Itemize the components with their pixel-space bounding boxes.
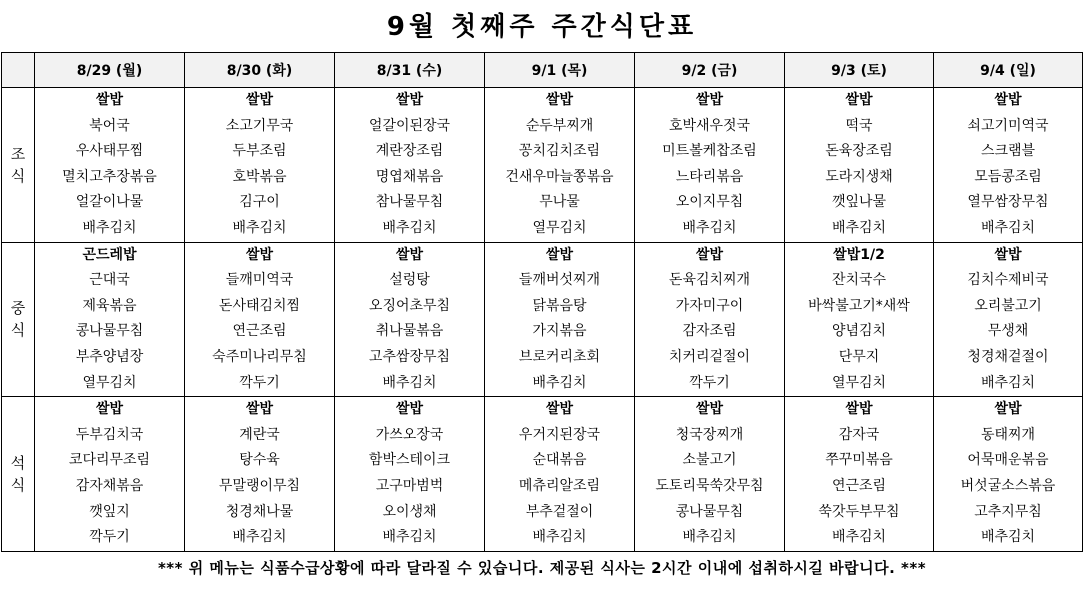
menu-item: 쌀밥 bbox=[245, 401, 274, 418]
menu-cell bbox=[485, 88, 635, 243]
menu-item: 배추김치 bbox=[831, 219, 887, 236]
menu-item: 명엽채볶음 bbox=[375, 168, 444, 185]
menu-cell bbox=[35, 242, 185, 397]
menu-item: 배추김치 bbox=[831, 529, 887, 546]
menu-cell bbox=[934, 242, 1083, 397]
menu-item: 쇠고기미역국 bbox=[967, 117, 1049, 134]
corner-cell bbox=[2, 53, 35, 88]
menu-item: 쌀밥 bbox=[395, 92, 424, 108]
day-header: 8/30 (화) bbox=[185, 53, 335, 88]
weekly-menu-table bbox=[1, 52, 1083, 552]
menu-item: 함박스테이크 bbox=[368, 452, 451, 469]
menu-item: 메츄리알조림 bbox=[518, 477, 601, 494]
menu-item: 버섯굴소스볶음 bbox=[960, 477, 1056, 494]
menu-item: 두부조림 bbox=[232, 143, 287, 160]
menu-item: 배추김치 bbox=[382, 529, 437, 546]
menu-item: 열무김치 bbox=[82, 374, 137, 391]
menu-item: 깻잎지 bbox=[89, 503, 130, 520]
menu-item: 우거지된장국 bbox=[518, 426, 601, 443]
dinner-row bbox=[2, 397, 1083, 552]
menu-item: 멸치고추장볶음 bbox=[62, 168, 157, 185]
menu-item: 가쓰오장국 bbox=[375, 426, 444, 443]
menu-item: 쌀밥 bbox=[545, 92, 574, 108]
meal-label-char: 조 bbox=[10, 144, 26, 163]
day-header: 9/3 (토) bbox=[785, 53, 934, 88]
menu-item: 쌀밥 bbox=[695, 92, 724, 108]
menu-item: 오리불고기 bbox=[974, 297, 1042, 314]
menu-item: 깍두기 bbox=[689, 374, 730, 391]
menu-item: 청국장찌개 bbox=[675, 426, 744, 443]
meal-label-char: 석 bbox=[10, 453, 26, 472]
menu-item: 치커리겉절이 bbox=[668, 348, 751, 365]
menu-item: 깍두기 bbox=[89, 529, 130, 546]
menu-item: 배추김치 bbox=[532, 529, 587, 546]
menu-item: 고구마범벅 bbox=[375, 477, 444, 494]
menu-cell bbox=[934, 397, 1083, 552]
menu-item: 배추김치 bbox=[682, 219, 737, 236]
meal-label-char: 식 bbox=[10, 475, 26, 494]
menu-item: 콩나물무침 bbox=[675, 503, 744, 520]
menu-item: 소고기무국 bbox=[225, 117, 294, 134]
menu-item: 설렁탕 bbox=[389, 272, 430, 289]
menu-item: 연근조림 bbox=[831, 477, 887, 494]
menu-item: 숙주미나리무침 bbox=[212, 348, 307, 365]
menu-item: 김치수제비국 bbox=[967, 272, 1049, 289]
menu-item: 탕수육 bbox=[239, 452, 280, 469]
menu-item: 참나물무침 bbox=[375, 194, 444, 211]
menu-item: 계란국 bbox=[239, 426, 280, 443]
menu-item: 돈사태김치찜 bbox=[218, 297, 301, 314]
menu-item: 오징어초무침 bbox=[368, 297, 451, 314]
menu-cell bbox=[635, 88, 785, 243]
menu-cell bbox=[485, 397, 635, 552]
menu-item: 우사태무찜 bbox=[75, 143, 144, 160]
menu-item: 열무쌈장무침 bbox=[967, 194, 1049, 211]
menu-item: 돈육장조림 bbox=[825, 143, 893, 160]
menu-cell bbox=[335, 88, 485, 243]
menu-item: 쌀밥 bbox=[845, 401, 873, 418]
menu-item: 무말랭이무침 bbox=[218, 477, 301, 494]
menu-item: 깍두기 bbox=[239, 374, 280, 391]
meal-label bbox=[2, 242, 35, 397]
menu-item: 부추겉절이 bbox=[525, 503, 594, 520]
menu-item: 어묵매운볶음 bbox=[967, 452, 1049, 469]
menu-item: 쌀밥 bbox=[395, 401, 424, 418]
menu-item: 곤드레밥 bbox=[82, 246, 137, 263]
menu-item: 무생채 bbox=[987, 323, 1029, 340]
menu-item: 잔치국수 bbox=[831, 272, 887, 289]
menu-item: 스크램블 bbox=[980, 143, 1036, 160]
menu-item: 돈육김치찌개 bbox=[668, 272, 751, 289]
menu-item: 배추김치 bbox=[82, 219, 137, 236]
menu-item: 깻잎나물 bbox=[831, 194, 887, 211]
menu-item: 쌀밥 bbox=[695, 401, 724, 418]
menu-item: 고추쌈장무침 bbox=[368, 348, 451, 365]
menu-item: 배추김치 bbox=[980, 529, 1036, 546]
lunch-row bbox=[2, 242, 1083, 397]
menu-item: 배추김치 bbox=[532, 374, 587, 391]
menu-item: 쌀밥 bbox=[994, 92, 1022, 108]
meal-label bbox=[2, 397, 35, 552]
menu-item: 순두부찌개 bbox=[525, 117, 594, 134]
menu-item: 제육볶음 bbox=[82, 297, 137, 314]
meal-label-char: 식 bbox=[10, 166, 26, 185]
menu-item: 쌀밥 bbox=[845, 92, 873, 108]
menu-item: 두부김치국 bbox=[75, 426, 144, 443]
menu-item: 호박볶음 bbox=[232, 168, 287, 185]
menu-item: 쭈꾸미볶음 bbox=[825, 452, 893, 469]
menu-item: 순대볶음 bbox=[532, 452, 587, 469]
menu-item: 쌀밥 bbox=[395, 246, 424, 263]
menu-cell bbox=[635, 242, 785, 397]
menu-item: 동태찌개 bbox=[980, 426, 1036, 443]
menu-item: 느타리볶음 bbox=[675, 168, 744, 185]
menu-item: 배추김치 bbox=[382, 374, 437, 391]
menu-item: 쌀밥 bbox=[695, 246, 724, 263]
menu-item: 모듬콩조림 bbox=[974, 168, 1042, 185]
menu-item: 가자미구이 bbox=[675, 297, 744, 314]
menu-cell bbox=[934, 88, 1083, 243]
menu-item: 호박새우젓국 bbox=[668, 117, 751, 134]
menu-item: 부추양념장 bbox=[75, 348, 144, 365]
day-header-row bbox=[2, 53, 1083, 88]
menu-item: 들깨미역국 bbox=[225, 272, 294, 289]
menu-item: 배추김치 bbox=[682, 529, 737, 546]
menu-item: 얼갈이된장국 bbox=[368, 117, 451, 134]
menu-item: 코다리무조림 bbox=[68, 452, 151, 469]
day-header: 9/2 (금) bbox=[635, 53, 785, 88]
menu-item: 쌀밥 bbox=[994, 246, 1022, 263]
menu-item: 쌀밥 bbox=[994, 401, 1022, 418]
menu-item: 배추김치 bbox=[980, 219, 1036, 236]
menu-item: 도토리묵쑥갓무침 bbox=[655, 477, 764, 494]
menu-item: 얼갈이나물 bbox=[75, 194, 144, 211]
meal-label-char: 식 bbox=[10, 321, 26, 340]
menu-item: 쌀밥1/2 bbox=[833, 246, 885, 263]
menu-item: 감자국 bbox=[838, 426, 880, 443]
menu-item: 떡국 bbox=[845, 117, 873, 134]
menu-item: 고추지무침 bbox=[974, 503, 1042, 520]
menu-item: 쌀밥 bbox=[95, 401, 124, 418]
menu-cell bbox=[185, 242, 335, 397]
menu-item: 가지볶음 bbox=[532, 323, 587, 340]
breakfast-row bbox=[2, 88, 1083, 243]
menu-item: 양념김치 bbox=[831, 323, 887, 340]
menu-item: 계란장조림 bbox=[375, 143, 444, 160]
menu-item: 쌀밥 bbox=[95, 92, 124, 108]
menu-item: 쌀밥 bbox=[545, 246, 574, 263]
menu-item: 콩나물무침 bbox=[75, 323, 144, 340]
menu-item: 꽁치김치조림 bbox=[518, 143, 601, 160]
menu-item: 쌀밥 bbox=[545, 401, 574, 418]
menu-item: 오이지무침 bbox=[675, 194, 744, 211]
menu-cell bbox=[785, 242, 934, 397]
menu-item: 배추김치 bbox=[232, 219, 287, 236]
menu-cell bbox=[785, 88, 934, 243]
menu-item: 브로커리초회 bbox=[518, 348, 601, 365]
menu-item: 쑥갓두부무침 bbox=[818, 503, 900, 520]
menu-cell bbox=[185, 397, 335, 552]
footer-notice: *** 위 메뉴는 식품수급상황에 따라 달라질 수 있습니다. 제공된 식사는 2시간 이내에 섭취하시길 바랍니다. *** bbox=[157, 559, 927, 577]
menu-item: 들깨버섯찌개 bbox=[518, 272, 601, 289]
menu-item: 배추김치 bbox=[382, 219, 437, 236]
menu-item: 청경채나물 bbox=[225, 503, 294, 520]
menu-item: 쌀밥 bbox=[245, 92, 274, 108]
menu-item: 미트볼케찹조림 bbox=[662, 143, 757, 160]
menu-item: 감자채볶음 bbox=[75, 477, 144, 494]
menu-item: 단무지 bbox=[838, 348, 880, 365]
menu-item: 배추김치 bbox=[232, 529, 287, 546]
menu-item: 연근조림 bbox=[232, 323, 287, 340]
menu-item: 도라지생채 bbox=[825, 168, 893, 185]
page-title: 9월 첫째주 주간식단표 bbox=[386, 12, 698, 42]
menu-item: 바싹불고기*새싹 bbox=[808, 297, 910, 314]
menu-item: 닭볶음탕 bbox=[532, 297, 587, 314]
day-header: 8/31 (수) bbox=[335, 53, 485, 88]
day-header: 8/29 (월) bbox=[35, 53, 185, 88]
meal-label-char: 중 bbox=[10, 299, 26, 318]
menu-cell bbox=[335, 397, 485, 552]
day-header: 9/4 (일) bbox=[934, 53, 1083, 88]
menu-cell bbox=[785, 397, 934, 552]
day-header: 9/1 (목) bbox=[485, 53, 635, 88]
menu-cell bbox=[35, 88, 185, 243]
menu-item: 근대국 bbox=[89, 272, 130, 289]
menu-cell bbox=[35, 397, 185, 552]
menu-cell bbox=[335, 242, 485, 397]
menu-item: 북어국 bbox=[89, 117, 130, 134]
menu-item: 쌀밥 bbox=[245, 246, 274, 263]
menu-item: 취나물볶음 bbox=[375, 323, 444, 340]
menu-cell bbox=[185, 88, 335, 243]
menu-item: 소불고기 bbox=[682, 452, 737, 469]
menu-item: 무나물 bbox=[539, 194, 580, 211]
menu-item: 오이생채 bbox=[382, 503, 437, 520]
menu-item: 열무김치 bbox=[831, 374, 887, 391]
menu-item: 배추김치 bbox=[980, 374, 1036, 391]
menu-item: 감자조림 bbox=[682, 323, 737, 340]
menu-item: 열무김치 bbox=[532, 219, 587, 236]
meal-label bbox=[2, 88, 35, 243]
menu-cell bbox=[635, 397, 785, 552]
menu-item: 건새우마늘쫑볶음 bbox=[505, 168, 614, 185]
menu-cell bbox=[485, 242, 635, 397]
menu-item: 청경채겉절이 bbox=[967, 348, 1049, 365]
menu-item: 김구이 bbox=[239, 194, 280, 211]
